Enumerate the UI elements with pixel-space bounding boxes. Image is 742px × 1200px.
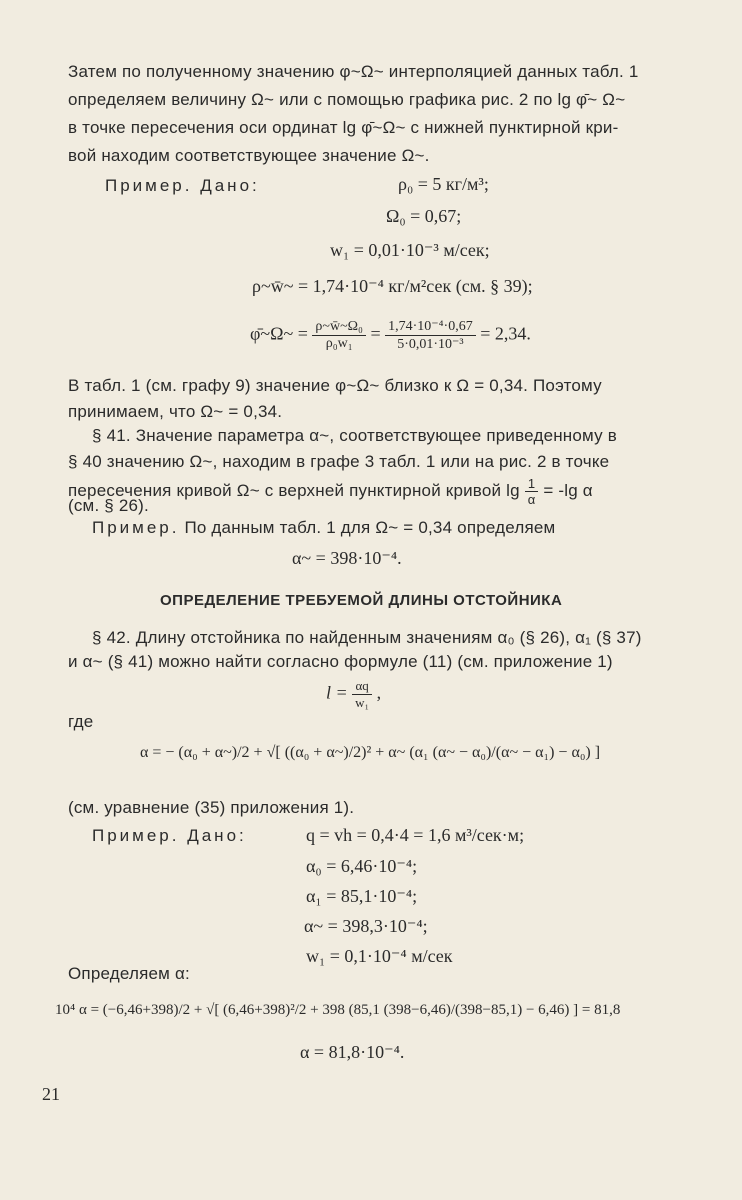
formula-l [326,678,381,711]
example2-text: По данным табл. 1 для Ω~ = 0,34 определяем [184,518,556,537]
example3-eq3: α₁ = 85,1·10⁻⁴; [306,886,418,906]
example3-eq2: α₀ = 6,46·10⁻⁴; [306,856,418,876]
eq5-den2: 5·0,01·10⁻³ [397,337,464,352]
example1-eq1: ρ₀ = 5 кг/м³; [398,174,489,194]
section-heading: ОПРЕДЕЛЕНИЕ ТРЕБУЕМОЙ ДЛИНЫ ОТСТОЙНИКА [160,592,563,609]
example1-eq4: ρ~w̄~ = 1,74·10⁻⁴ кг/м²сек (см. § 39); [252,276,533,296]
formula-l-tail: , [376,682,382,703]
example1-eq5: φ̄~Ω~ = $\frac{\text{ρ\textasciitilde{}w̄\textasciitilde{}Ω₀}}{\text{ρ₀w₁}}$ = $\frac{\text{1,74·10⁻⁴·0,67}}{\text{5·0,01·10⁻³}}$ = 2,34. [250,319,531,352]
example1-eq3: w₁ = 0,01·10⁻³ м/сек; [330,240,490,260]
eq5-num1: ρ~w̄~Ω₀ [312,319,366,336]
section42-line-1: § 42. Длину отстойника по найденным значениям α₀ (§ 26), α₁ (§ 37) [92,628,642,647]
para2-line-2: принимаем, что Ω~ = 0,34. [68,402,283,421]
example3-eq5: w₁ = 0,1·10⁻⁴ м/сек [306,946,453,966]
formula-l-den: w₁ [355,695,370,710]
section42-line-2: и α~ (§ 41) можно найти согласно формуле (11) (см. приложение 1) [68,652,613,671]
example2-result: α~ = 398·10⁻⁴. [292,548,402,568]
eq5-fraction-2 [385,318,476,353]
example2-line [92,518,555,538]
section41-line-4: (см. § 26). [68,496,149,515]
where-label: где [68,712,94,731]
para1-line-3: в точке пересечения оси ординат lg φ̄~Ω~ с нижней пунктирной кри- [68,118,619,137]
example3-eq1: q = vh = 0,4·4 = 1,6 м³/сек·м; [306,825,525,845]
section41-frac-den: α [527,492,536,507]
example1-label: Пример. Дано: [105,176,260,195]
example1-eq2: Ω₀ = 0,67; [386,206,462,226]
section41-line-1: § 41. Значение параметра α~, соответствующее приведенному в [92,426,617,445]
section41-fraction [525,476,539,507]
example3-label: Пример. Дано: [92,826,247,845]
section41-tail: = -lg α [543,480,593,500]
para1-line-4: вой находим соответствующее значение Ω~. [68,146,430,165]
section41-line-2: § 40 значению Ω~, находим в графе 3 табл. 1 или на рис. 2 в точке [68,452,610,471]
formula-l-fraction [352,678,372,711]
final-result: α = 81,8·10⁻⁴. [300,1042,405,1062]
section41-frac-num: 1 [525,476,539,492]
determine-alpha: Определяем α: [68,964,190,983]
ref-eq35: (см. уравнение (35) приложения 1). [68,798,355,817]
para1-line-1: Затем по полученному значению φ~Ω~ интерполяцией данных табл. 1 [68,62,639,81]
final-calculation: 10⁴ α = (−6,46+398)/2 + √[ (6,46+398)²/2 + 398 (85,1 (398−6,46)/(398−85,1) − 6,46) ] = 81,8 [55,1002,621,1018]
example2-label: Пример. [92,518,180,537]
eq5-result: = 2,34. [480,323,531,344]
example3-eq4: α~ = 398,3·10⁻⁴; [304,916,428,936]
page-number: 21 [42,1084,60,1104]
eq5-num2: 1,74·10⁻⁴·0,67 [385,318,476,336]
section41-line-3-text: пересечения кривой Ω~ с верхней пунктирной кривой lg [68,480,520,500]
eq5-den1: ρ₀w₁ [325,336,353,351]
formula-l-lhs: l = [326,682,348,703]
eq5-fraction-1 [312,319,366,352]
formula-l-num: αq [352,678,372,695]
para1-line-2: определяем величину Ω~ или с помощью графика рис. 2 по lg φ̄~ Ω~ [68,90,626,109]
formula-alpha: α = − (α₀ + α~)/2 + √[ ((α₀ + α~)/2)² + α~ (α₁ (α~ − α₀)/(α~ − α₁) − α₀) ] [140,744,601,761]
para2-line-1: В табл. 1 (см. графу 9) значение φ~Ω~ близко к Ω = 0,34. Поэтому [68,376,602,395]
eq5-lhs: φ̄~Ω~ = [250,323,308,344]
